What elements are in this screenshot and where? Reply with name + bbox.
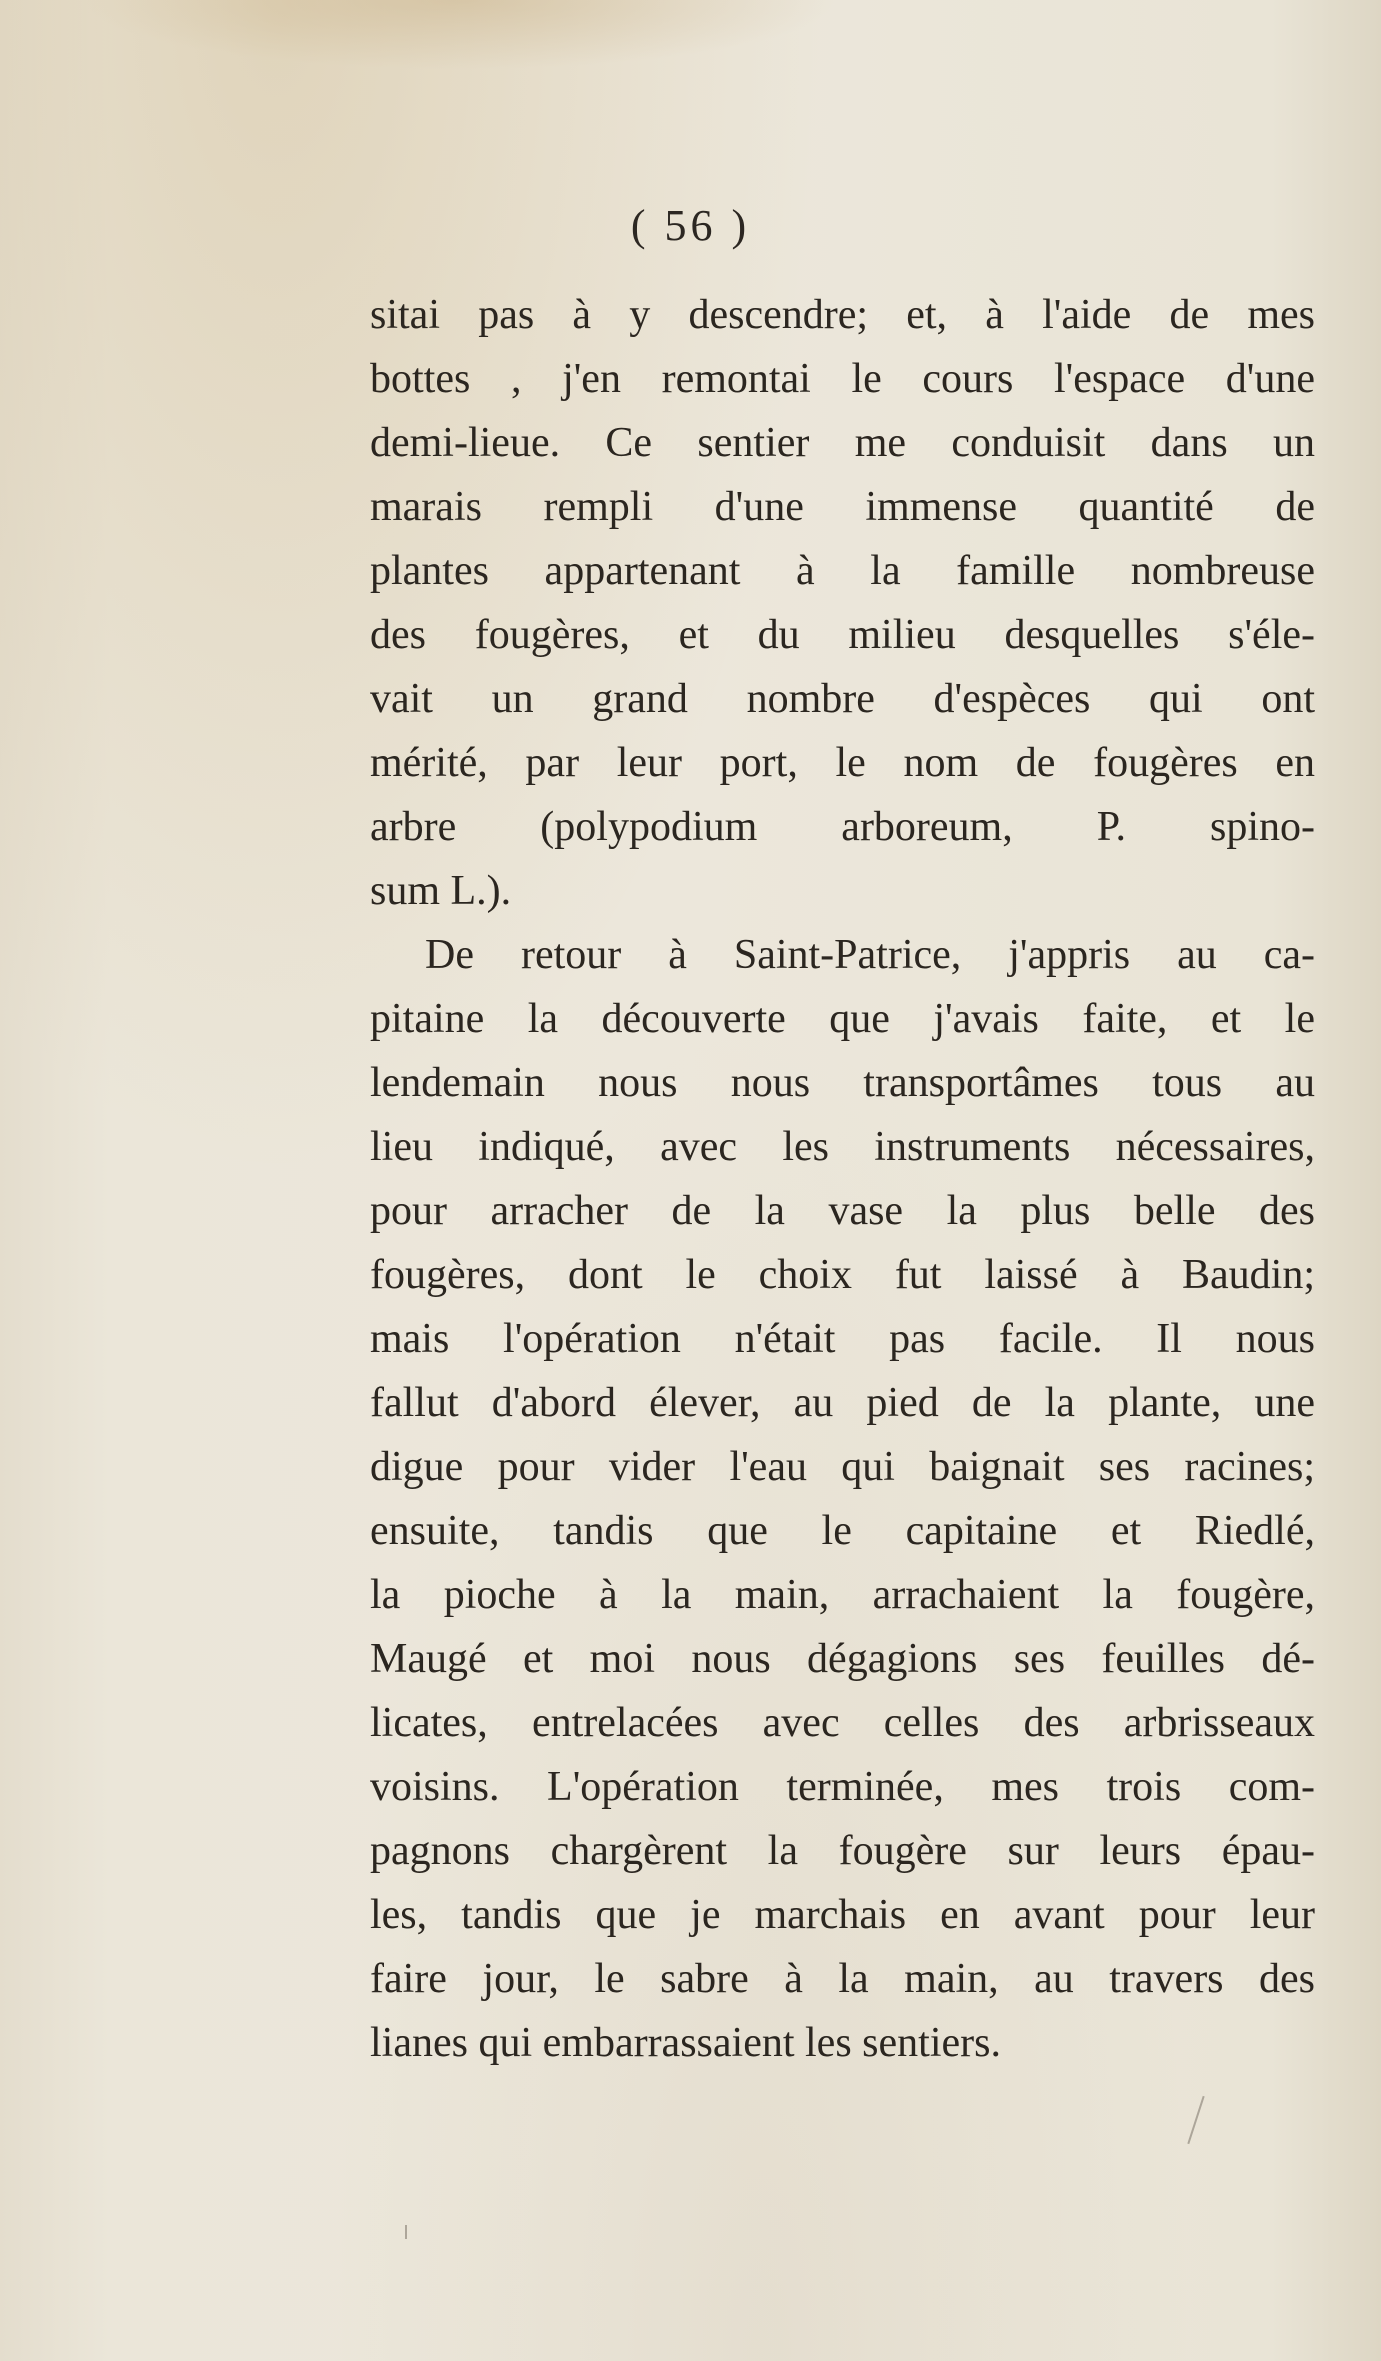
text-line: la pioche à la main, arrachaient la fougère, xyxy=(370,1572,1315,1618)
paper-mark xyxy=(405,2225,407,2239)
paper-mark xyxy=(1187,2096,1204,2144)
text-line: marais rempli d'une immense quantité de xyxy=(370,484,1315,530)
text-line: bottes , j'en remontai le cours l'espace d'une xyxy=(370,356,1315,402)
paper-stain xyxy=(80,0,840,70)
text-line: lianes qui embarrassaient les sentiers. xyxy=(370,2020,1001,2066)
text-line: licates, entrelacées avec celles des arbrisseaux xyxy=(370,1700,1315,1746)
text-line: digue pour vider l'eau qui baignait ses racines; xyxy=(370,1444,1315,1490)
text-line: sum L.). xyxy=(370,868,512,914)
text-line: De retour à Saint-Patrice, j'appris au ca- xyxy=(425,932,1315,978)
text-line: arbre (polypodium arboreum, P. spino- xyxy=(370,804,1315,850)
text-line: les, tandis que je marchais en avant pour leur xyxy=(370,1892,1315,1938)
text-line: pour arracher de la vase la plus belle des xyxy=(370,1188,1315,1234)
text-line: voisins. L'opération terminée, mes trois com- xyxy=(370,1764,1315,1810)
text-line: Maugé et moi nous dégagions ses feuilles dé- xyxy=(370,1636,1315,1682)
text-line: vait un grand nombre d'espèces qui ont xyxy=(370,676,1315,722)
page-number: ( 56 ) xyxy=(630,201,751,250)
text-line: ensuite, tandis que le capitaine et Riedlé, xyxy=(370,1508,1315,1554)
text-line: fougères, dont le choix fut laissé à Baudin; xyxy=(370,1252,1315,1298)
text-line: pitaine la découverte que j'avais faite, et le xyxy=(370,996,1315,1042)
text-line: faire jour, le sabre à la main, au travers des xyxy=(370,1956,1315,2002)
text-line: mérité, par leur port, le nom de fougères en xyxy=(370,740,1315,786)
text-line: mais l'opération n'était pas facile. Il nous xyxy=(370,1316,1315,1362)
text-line: lieu indiqué, avec les instruments nécessaires, xyxy=(370,1124,1315,1170)
text-line: sitai pas à y descendre; et, à l'aide de mes xyxy=(370,292,1315,338)
text-line: pagnons chargèrent la fougère sur leurs épau- xyxy=(370,1828,1315,1874)
text-line: lendemain nous nous transportâmes tous au xyxy=(370,1060,1315,1106)
body-text xyxy=(370,283,1315,2075)
text-line: des fougères, et du milieu desquelles s'éle- xyxy=(370,612,1315,658)
text-line: plantes appartenant à la famille nombreuse xyxy=(370,548,1315,594)
text-line: fallut d'abord élever, au pied de la plante, une xyxy=(370,1380,1315,1426)
text-line: demi-lieue. Ce sentier me conduisit dans un xyxy=(370,420,1315,466)
